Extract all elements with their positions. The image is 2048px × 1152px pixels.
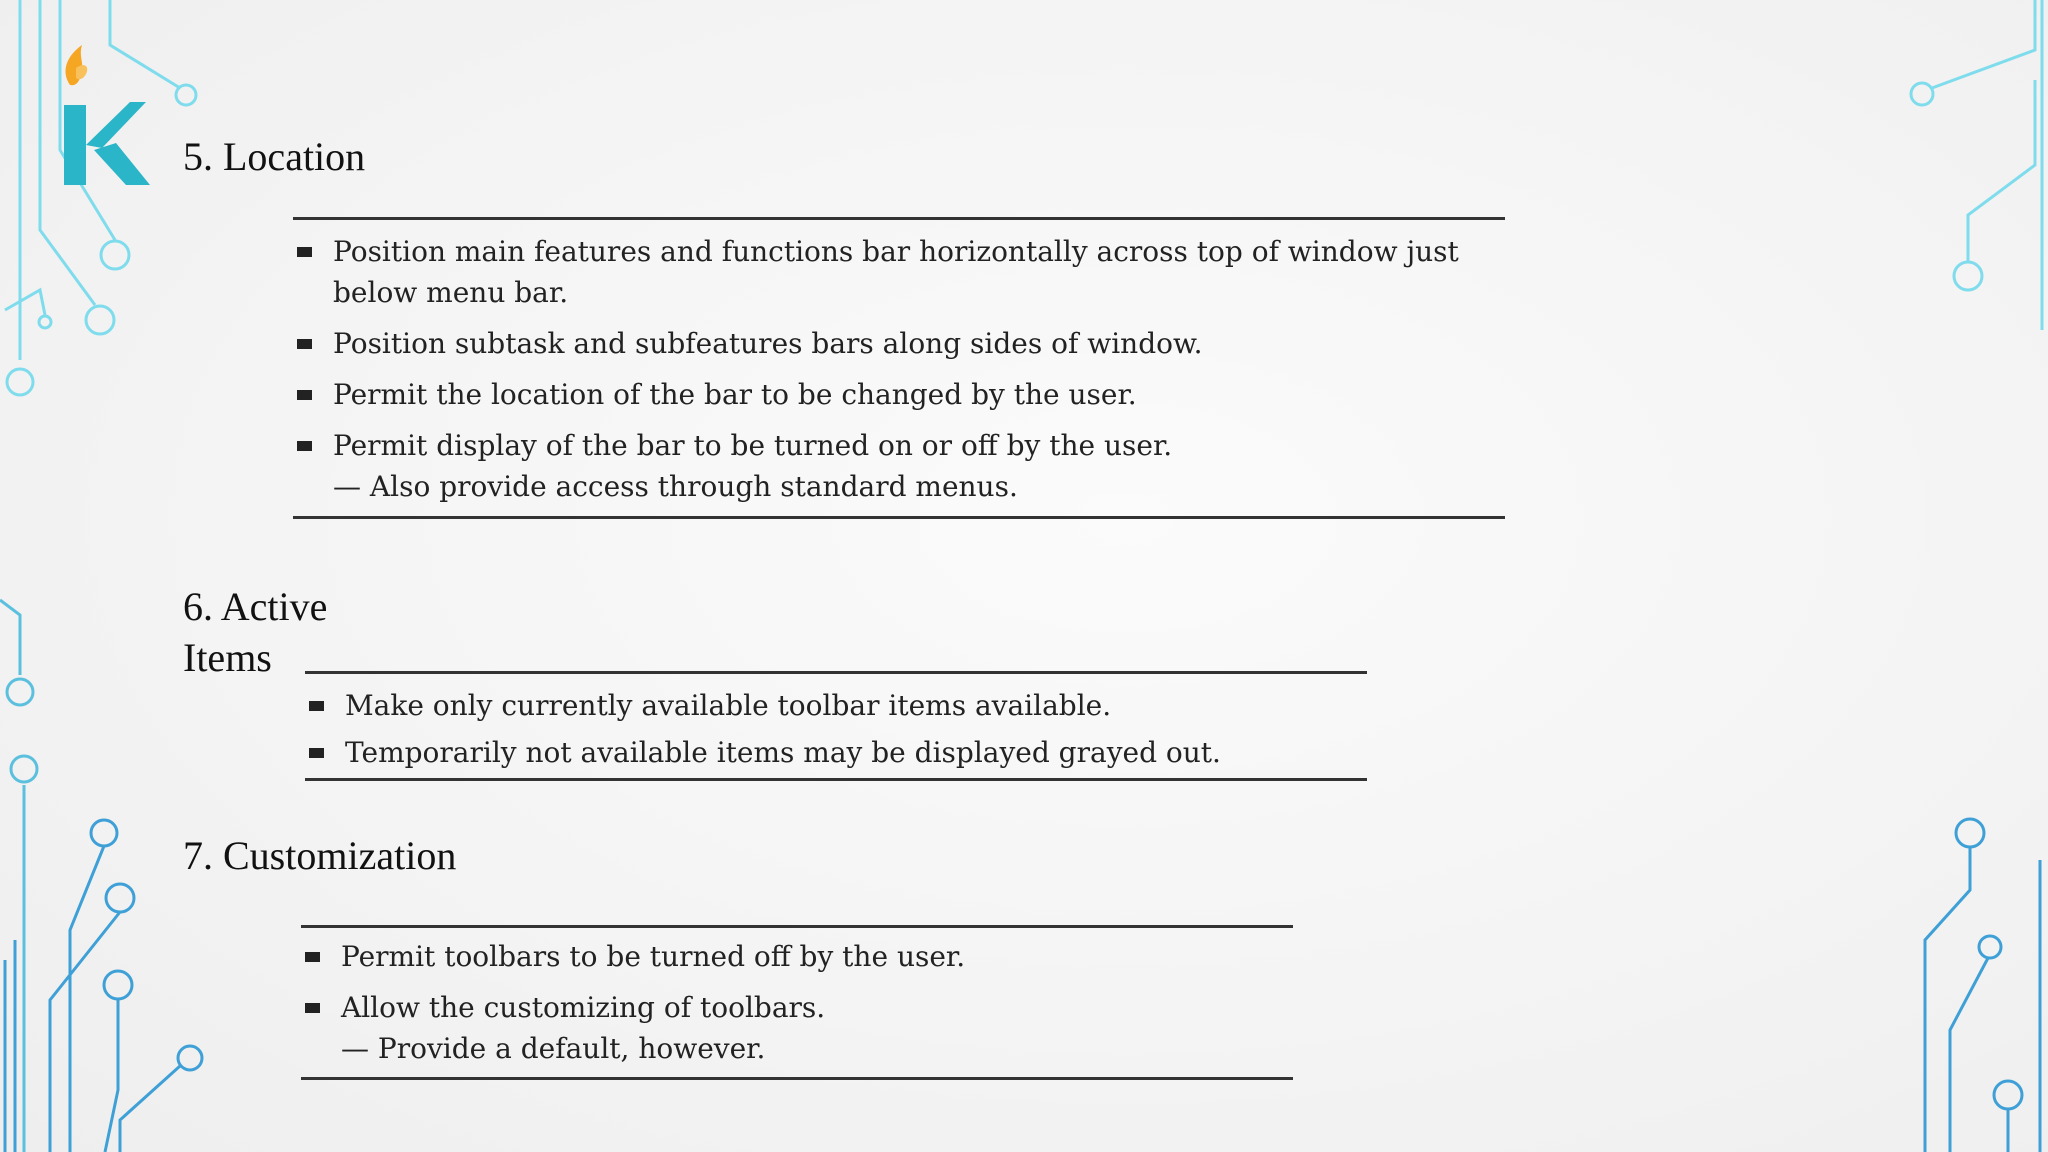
list-item: Temporarily not available items may be displayed grayed out. [305, 732, 1367, 773]
right-top-circuit [1911, 0, 2042, 330]
section-heading-active-items: 6. Active Items [183, 584, 328, 680]
bullet-icon [297, 339, 312, 349]
bullet-icon [297, 390, 312, 400]
bullet-icon [297, 247, 312, 257]
list-item: Permit toolbars to be turned off by the user. [301, 936, 1293, 977]
list-item: Position subtask and subfeatures bars along sides of window. [293, 323, 1505, 364]
list-item: Permit the location of the bar to be changed by the user. [293, 374, 1505, 415]
list-item: Make only currently available toolbar items available. [305, 685, 1367, 726]
list-item: Permit display of the bar to be turned on or off by the user. — Also provide access through standard menus. [293, 425, 1505, 507]
section-heading-location: 5. Location [183, 134, 366, 179]
list-item: Allow the customizing of toolbars. — Provide a default, however. [301, 987, 1293, 1069]
sub-item: — Provide a default, however. [341, 1028, 1293, 1069]
bullet-icon [309, 701, 324, 711]
location-guidelines-box [293, 217, 1505, 519]
left-bottom-circuit [5, 820, 202, 1152]
bullet-icon [305, 1003, 320, 1013]
active-items-guidelines-box [305, 671, 1367, 781]
bullet-icon [309, 748, 324, 758]
bullet-icon [305, 952, 320, 962]
right-bottom-circuit [1925, 819, 2040, 1152]
sub-item: — Also provide access through standard menus. [333, 466, 1505, 507]
list-item: Position main features and functions bar horizontally across top of window just below menu bar. [293, 231, 1505, 313]
bullet-icon [297, 441, 312, 451]
logo-icon [50, 40, 150, 190]
section-heading-customization: 7. Customization [183, 833, 457, 878]
customization-guidelines-box [301, 925, 1293, 1080]
